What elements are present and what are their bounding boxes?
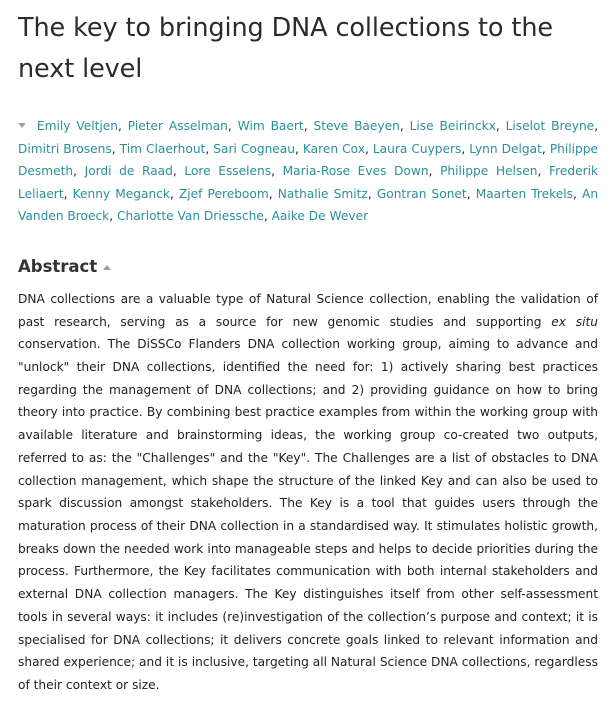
- author-link[interactable]: Zjef Pereboom: [178, 186, 269, 201]
- author-separator: ,: [367, 186, 377, 201]
- abstract-text: [18, 288, 598, 697]
- caret-up-icon[interactable]: [103, 265, 111, 270]
- author-link[interactable]: Tim Claerhout: [119, 141, 206, 156]
- author-link[interactable]: Lynn Delgat: [469, 141, 542, 156]
- author-separator: ,: [594, 119, 599, 133]
- author-link[interactable]: Karen Cox: [302, 141, 365, 156]
- caret-down-icon[interactable]: [18, 123, 26, 128]
- author-separator: ,: [169, 186, 179, 201]
- author-link[interactable]: Frederik Leliaert: [18, 164, 599, 201]
- author-separator: ,: [172, 164, 185, 179]
- author-link[interactable]: Sari Cogneau: [213, 141, 295, 156]
- author-link[interactable]: Maria-Rose Eves Down: [282, 164, 429, 179]
- author-link[interactable]: Aaike De Wever: [271, 209, 369, 224]
- abstract-heading[interactable]: [18, 255, 598, 279]
- article-title: The key to bringing DNA collections to the next level: [18, 13, 553, 84]
- author-link[interactable]: Kenny Meganck: [72, 186, 170, 201]
- author-link[interactable]: Nathalie Smitz: [277, 186, 368, 201]
- author-separator: ,: [118, 119, 128, 133]
- author-link[interactable]: An Vanden Broeck: [18, 186, 599, 224]
- author-link[interactable]: Philippe Helsen: [440, 164, 538, 179]
- author-link[interactable]: Philippe Desmeth: [18, 141, 599, 179]
- abstract-text-italic: ex situ: [551, 314, 598, 329]
- author-separator: ,: [537, 164, 549, 179]
- author-link[interactable]: Lise Beirinckx: [409, 119, 496, 133]
- article-page: [18, 0, 598, 709]
- author-separator: ,: [63, 186, 73, 201]
- author-link[interactable]: Lore Esselens: [184, 164, 272, 179]
- abstract-heading-label: Abstract: [18, 256, 98, 276]
- author-separator: ,: [205, 141, 214, 156]
- author-separator: ,: [294, 141, 303, 156]
- author-separator: ,: [73, 164, 85, 179]
- abstract-text-part1: DNA collections are a valuable type of Natural Science collection, enabling the validation of past research, serving as a source for new genomic studies and supporting: [18, 291, 598, 329]
- author-separator: ,: [428, 164, 441, 179]
- author-list: [18, 115, 598, 228]
- author-separator: ,: [227, 119, 238, 133]
- author-link[interactable]: Wim Baert: [237, 119, 304, 133]
- author-link[interactable]: Laura Cuypers: [372, 141, 462, 156]
- author-link[interactable]: Gontran Sonet: [376, 186, 467, 201]
- author-separator: ,: [541, 141, 550, 156]
- author-separator: ,: [399, 119, 410, 133]
- author-link[interactable]: Steve Baeyen: [313, 119, 400, 133]
- author-separator: ,: [364, 141, 373, 156]
- author-link[interactable]: Pieter Asselman: [127, 119, 228, 133]
- author-separator: ,: [111, 141, 120, 156]
- author-separator: ,: [495, 119, 506, 133]
- author-separator: ,: [263, 209, 272, 224]
- author-link[interactable]: Emily Veltjen: [36, 119, 118, 133]
- author-separator: ,: [466, 186, 476, 201]
- author-link[interactable]: Liselot Breyne: [505, 119, 595, 133]
- author-separator: ,: [573, 186, 582, 201]
- author-separator: ,: [303, 119, 314, 133]
- author-separator: ,: [461, 141, 470, 156]
- author-separator: ,: [109, 209, 117, 224]
- author-link[interactable]: Charlotte Van Driessche: [116, 209, 264, 224]
- author-link[interactable]: Jordi de Raad: [84, 164, 173, 179]
- abstract-text-part2: conservation. The DiSSCo Flanders DNA collection working group, aiming to advance and "unlock" their DNA collections, identified the need for: 1) actively sharing best practices regarding the management of DNA collections; and 2) providing guidance on how to bring theory into practice. By combining best practice examples from within the working group with available literature and brainstorming ideas, the working group co-created two outputs, referred to as: the "Challenges" and the "Key". The Challenges are a list of obstacles to DNA collection management, which shape the structure of the linked Key and can also be used to spark discussion amongst stakeholders. The Key is a tool that guides users through the maturation process of their DNA collection in a standardised way. It stimulates holistic growth, breaks down the needed work into manageable steps and helps to decide priorities during the process. Furthermore, the Key facilitates communication with both internal stakeholders and external DNA collection managers. The Key distinguishes itself from other self-assessment tools in several ways: it includes (re)investigation of the collection’s purpose and context; it is specialised for DNA collections; it delivers concrete goals linked to relevant information and shared experience; and it is inclusive, targeting all Natural Science DNA collections, regardless of their context or size.: [18, 337, 598, 692]
- author-link[interactable]: Dimitri Brosens: [18, 141, 112, 156]
- author-separator: ,: [268, 186, 278, 201]
- author-link[interactable]: Maarten Trekels: [475, 186, 574, 201]
- author-separator: ,: [271, 164, 283, 179]
